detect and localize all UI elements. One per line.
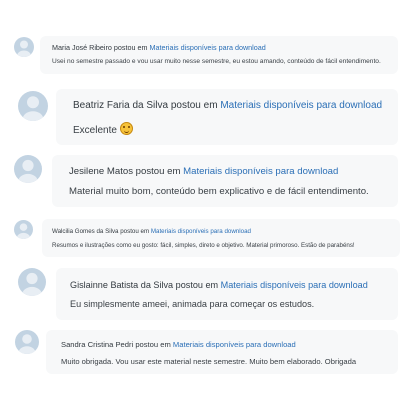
post-card: [42, 219, 400, 257]
group-link[interactable]: Materiais disponíveis para download: [150, 228, 251, 235]
post-action: postou em: [120, 228, 150, 235]
post-action: postou em: [135, 166, 181, 177]
author-name[interactable]: Gislainne Batista da Silva: [70, 280, 174, 290]
group-link[interactable]: Materiais disponíveis para download: [149, 43, 266, 52]
post-header: [61, 340, 296, 349]
post-action: postou em: [170, 100, 218, 111]
group-link[interactable]: Materiais disponíveis para download: [172, 340, 296, 349]
user-avatar-icon[interactable]: [14, 37, 34, 57]
author-name[interactable]: Sandra Cristina Pedri: [61, 340, 134, 349]
comment-text: Usei no semestre passado e vou usar muito nesse semestre, eu estou amando, conteúdo de fácil entendimento.: [52, 58, 381, 65]
comment-text: Material muito bom, conteúdo bem explicativo e de fácil entendimento.: [69, 186, 369, 197]
comment-text: Muito obrigada. Vou usar este material neste semestre. Muito bem elaborado. Obrigada: [61, 357, 357, 366]
author-name[interactable]: Walcilia Gomes da Silva: [52, 228, 119, 235]
post-header: [70, 280, 368, 290]
user-avatar-icon[interactable]: [14, 220, 33, 239]
author-name[interactable]: Beatriz Faria da Silva: [73, 100, 169, 111]
user-avatar-icon[interactable]: [15, 330, 39, 354]
user-avatar-icon[interactable]: [18, 91, 48, 121]
comment-text: Resumos e ilustrações como eu gosto: fácil, simples, direto e objetivo. Material primoroso. Estão de parabéns!: [52, 242, 355, 249]
comment-text: [73, 122, 133, 136]
post-card: [56, 268, 398, 320]
post-header: [52, 228, 251, 235]
post-header: [69, 166, 338, 177]
author-name[interactable]: Maria José Ribeiro: [52, 43, 112, 52]
comment-text-content: Excelente: [73, 125, 117, 136]
post-card: [52, 155, 398, 207]
group-link[interactable]: Materiais disponíveis para download: [183, 166, 339, 177]
group-link[interactable]: Materiais disponíveis para download: [220, 100, 383, 111]
author-name[interactable]: Jesilene Matos: [69, 166, 133, 177]
smiling-face-icon: [120, 122, 133, 135]
comment-text: Eu simplesmente ameei, animada para começar os estudos.: [70, 299, 315, 309]
post-header: [52, 43, 266, 52]
post-action: postou em: [135, 340, 171, 349]
user-avatar-icon[interactable]: [14, 155, 42, 183]
post-header: [73, 100, 382, 111]
post-card: [46, 330, 398, 374]
post-card: [56, 89, 398, 145]
post-action: postou em: [113, 43, 148, 52]
post-card: [40, 36, 398, 74]
post-action: postou em: [175, 280, 219, 290]
group-link[interactable]: Materiais disponíveis para download: [220, 280, 368, 290]
user-avatar-icon[interactable]: [18, 268, 46, 296]
